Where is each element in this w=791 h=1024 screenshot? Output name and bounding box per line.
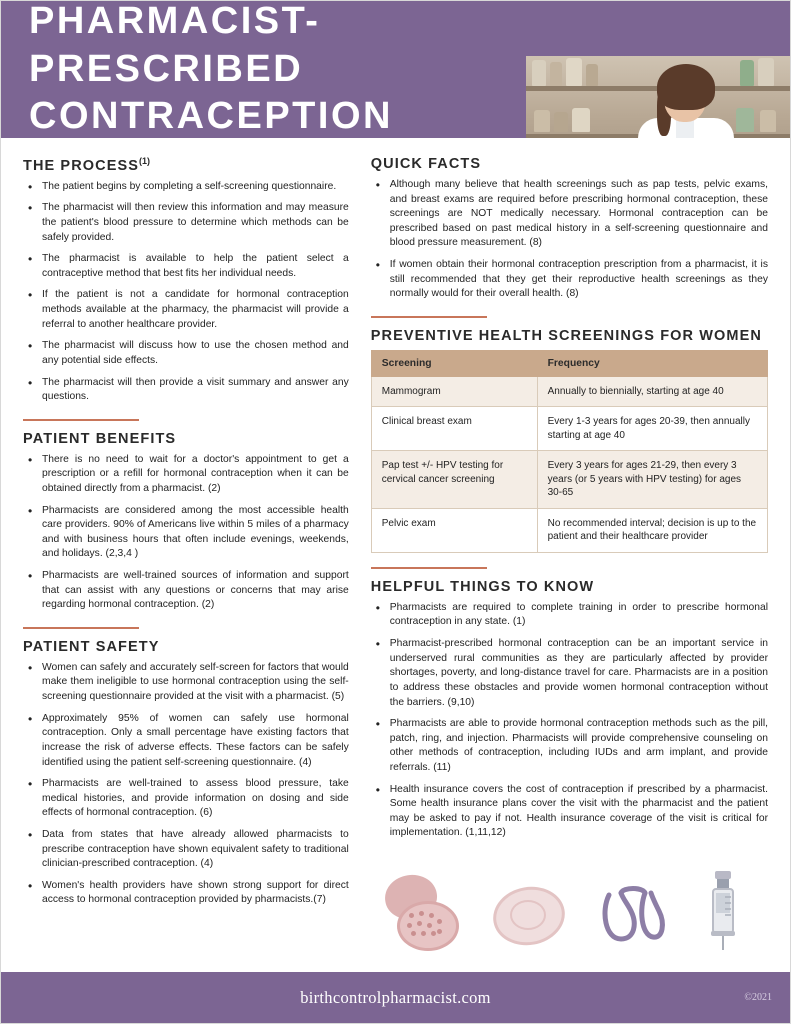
pharmacist-photo (526, 56, 790, 138)
list-item: • Women can safely and accurately self-screen for factors that would make them ineligible to use hormonal contraception using the self-screening questionnaire provided at the visit with a pharmacist. (5) (40, 661, 349, 705)
shelf-bottle (736, 108, 754, 132)
table-header-row (371, 350, 767, 376)
page-header (1, 1, 790, 138)
list-item: • The pharmacist will then provide a visit summary and answer any questions. (40, 376, 349, 405)
column-header-screening: Screening (371, 350, 537, 376)
list-item: • The pharmacist is available to help the patient select a contraceptive method that best fits her individual needs. (40, 252, 349, 281)
section-title-quick-facts: QUICK FACTS (370, 156, 482, 172)
section-title-helpful: HELPFUL THINGS TO KNOW (370, 578, 595, 595)
table-row (371, 407, 767, 451)
syringe-svg (703, 871, 743, 951)
list-item: • Although many believe that health screenings such as pap tests, pelvic exams, and breast exams are required before prescribing hormonal contraception, these screenings are NOT medically necessary. Hormonal contraception can be prescribed based on past medical history in a self-screening questionnaire and blood pressure measurement. (8) (388, 178, 768, 251)
list-item: • The pharmacist will then review this information and may measure the patient's blood pressure to determine which methods can be safely provided. (40, 201, 349, 245)
list-item: • There is no need to wait for a doctor's appointment to get a prescription or a refill for hormonal contraception when it can be obtained directly from a pharmacist. (2) (40, 453, 349, 497)
list-item: • Pharmacists are well-trained sources of information and support that can assist with any questions or concerns that may arise regarding hormonal contraception. (2) (40, 569, 349, 613)
process-title-citation: (1) (139, 156, 151, 166)
section-title-patient-safety: PATIENT SAFETY (23, 638, 160, 655)
page-title: PHARMACIST-PRESCRIBED CONTRACEPTION (29, 1, 393, 138)
page-footer (1, 972, 790, 1023)
left-column (23, 156, 349, 974)
shelf-bottle (554, 112, 568, 132)
list-item: • Pharmacists are required to complete training in order to prescribe hormonal contraception in any state. (1) (388, 601, 768, 630)
list-item: • Data from states that have already allowed pharmacists to prescribe contraception have shown equivalent safety to traditional clinician-prescribed contraception. (4) (40, 828, 349, 872)
section-title-screenings: PREVENTIVE HEALTH SCREENINGS FOR WOMEN (370, 327, 762, 344)
iud-svg (599, 885, 669, 947)
iud-icon (599, 885, 669, 947)
shelf-bottle (534, 110, 550, 132)
cell-frequency: Every 3 years for ages 21-29, then every 3 years (or 5 years with HPV testing) for ages 30-65 (537, 451, 767, 509)
list-item: • If women obtain their hormonal contraception prescription from a pharmacist, it is still recommended that they get their reproductive health screenings as they normally would for their overall health. (8) (388, 258, 768, 302)
patient-benefits-list (23, 453, 349, 613)
section-title-process (23, 156, 349, 174)
quick-facts-list (371, 178, 768, 302)
shelf-bottle (760, 110, 776, 132)
cell-frequency: Every 1-3 years for ages 20-39, then annually starting at age 40 (537, 407, 767, 451)
list-item: • Approximately 95% of women can safely use hormonal contraception. Only a small percentage have existing factors that increase the risk of adverse effects. These factors can be safely identified using the patient self-screening questionnaire. (4) (40, 712, 349, 770)
vaginal-ring-icon (493, 887, 565, 947)
list-item: • The patient begins by completing a self-screening questionnaire. (40, 180, 349, 195)
patient-safety-list (23, 661, 349, 908)
shelf-bottle (758, 58, 774, 86)
pharmacist-coat (676, 120, 694, 138)
section-title-patient-benefits: PATIENT BENEFITS (23, 430, 177, 447)
shelf-bottle (566, 58, 582, 86)
method-illustrations (371, 863, 768, 947)
process-title-text: THE PROCESS (23, 157, 140, 174)
list-item: • The pharmacist will discuss how to use the chosen method and any potential side effects. (40, 339, 349, 368)
screenings-table (371, 350, 768, 553)
syringe-icon (703, 871, 743, 947)
list-item: • Pharmacist-prescribed hormonal contraception can be an important service in underserved rural communities as they are particularly affected by provider shortages, poverty, and long-distance travel for care. Pharmacists are in a position to address these obstacles and provide women hormonal contraception without the barriers. (9,10) (388, 637, 768, 710)
poster-content (1, 138, 790, 974)
right-column (371, 156, 768, 974)
list-item: • Women's health providers have shown strong support for direct access to hormonal contraception provided by pharmacists.(7) (40, 879, 349, 908)
section-divider (23, 419, 139, 421)
column-header-frequency: Frequency (537, 350, 767, 376)
shelf-bottle (586, 64, 598, 86)
process-list (23, 180, 349, 405)
cell-screening: Clinical breast exam (371, 407, 537, 451)
pill-compact-icon (383, 875, 459, 947)
pharmacist-hair (657, 64, 715, 110)
footer-copyright: ©2021 (744, 992, 772, 1003)
footer-website-link[interactable]: birthcontrolpharmacist.com (300, 987, 491, 1007)
helpful-list (371, 601, 768, 841)
table-row (371, 376, 767, 407)
cell-frequency: Annually to biennially, starting at age 40 (537, 376, 767, 407)
list-item: • Pharmacists are well-trained to assess blood pressure, take medical histories, and provide information on dosing and side effects of hormonal contraception. (6) (40, 777, 349, 821)
table-row (371, 451, 767, 509)
list-item: • If the patient is not a candidate for hormonal contraception methods available at the pharmacy, the pharmacist will provide a referral to another healthcare provider. (40, 288, 349, 332)
section-divider (371, 567, 487, 569)
shelf-bottle (550, 62, 562, 86)
cell-screening: Pelvic exam (371, 508, 537, 552)
section-divider (371, 316, 487, 318)
list-item: • Pharmacists are able to provide hormonal contraception methods such as the pill, patch, ring, and injection. Pharmacists will provide comprehensive counseling on other methods of contraception, including IUDs and arm implant, and provide referrals. (11) (388, 717, 768, 775)
shelf-bottle (740, 60, 754, 86)
table-row (371, 508, 767, 552)
section-divider (23, 627, 139, 629)
cell-screening: Pap test +/- HPV testing for cervical cancer screening (371, 451, 537, 509)
cell-screening: Mammogram (371, 376, 537, 407)
shelf-bottle (572, 108, 590, 132)
list-item: • Pharmacists are considered among the most accessible health care providers. 90% of Americans live within 5 miles of a pharmacy and with business hours that often include evenings, weekends, and holidays. (2,3,4 ) (40, 504, 349, 562)
list-item: • Health insurance covers the cost of contraception if prescribed by a pharmacist. Some health insurance plans cover the visit with the pharmacist and the patient may be asked to pay if not. Health insurance coverage of the visit is critical for implementation. (1,11,12) (388, 783, 768, 841)
cell-frequency: No recommended interval; decision is up to the patient and their healthcare provider (537, 508, 767, 552)
shelf-bottle (532, 60, 546, 86)
